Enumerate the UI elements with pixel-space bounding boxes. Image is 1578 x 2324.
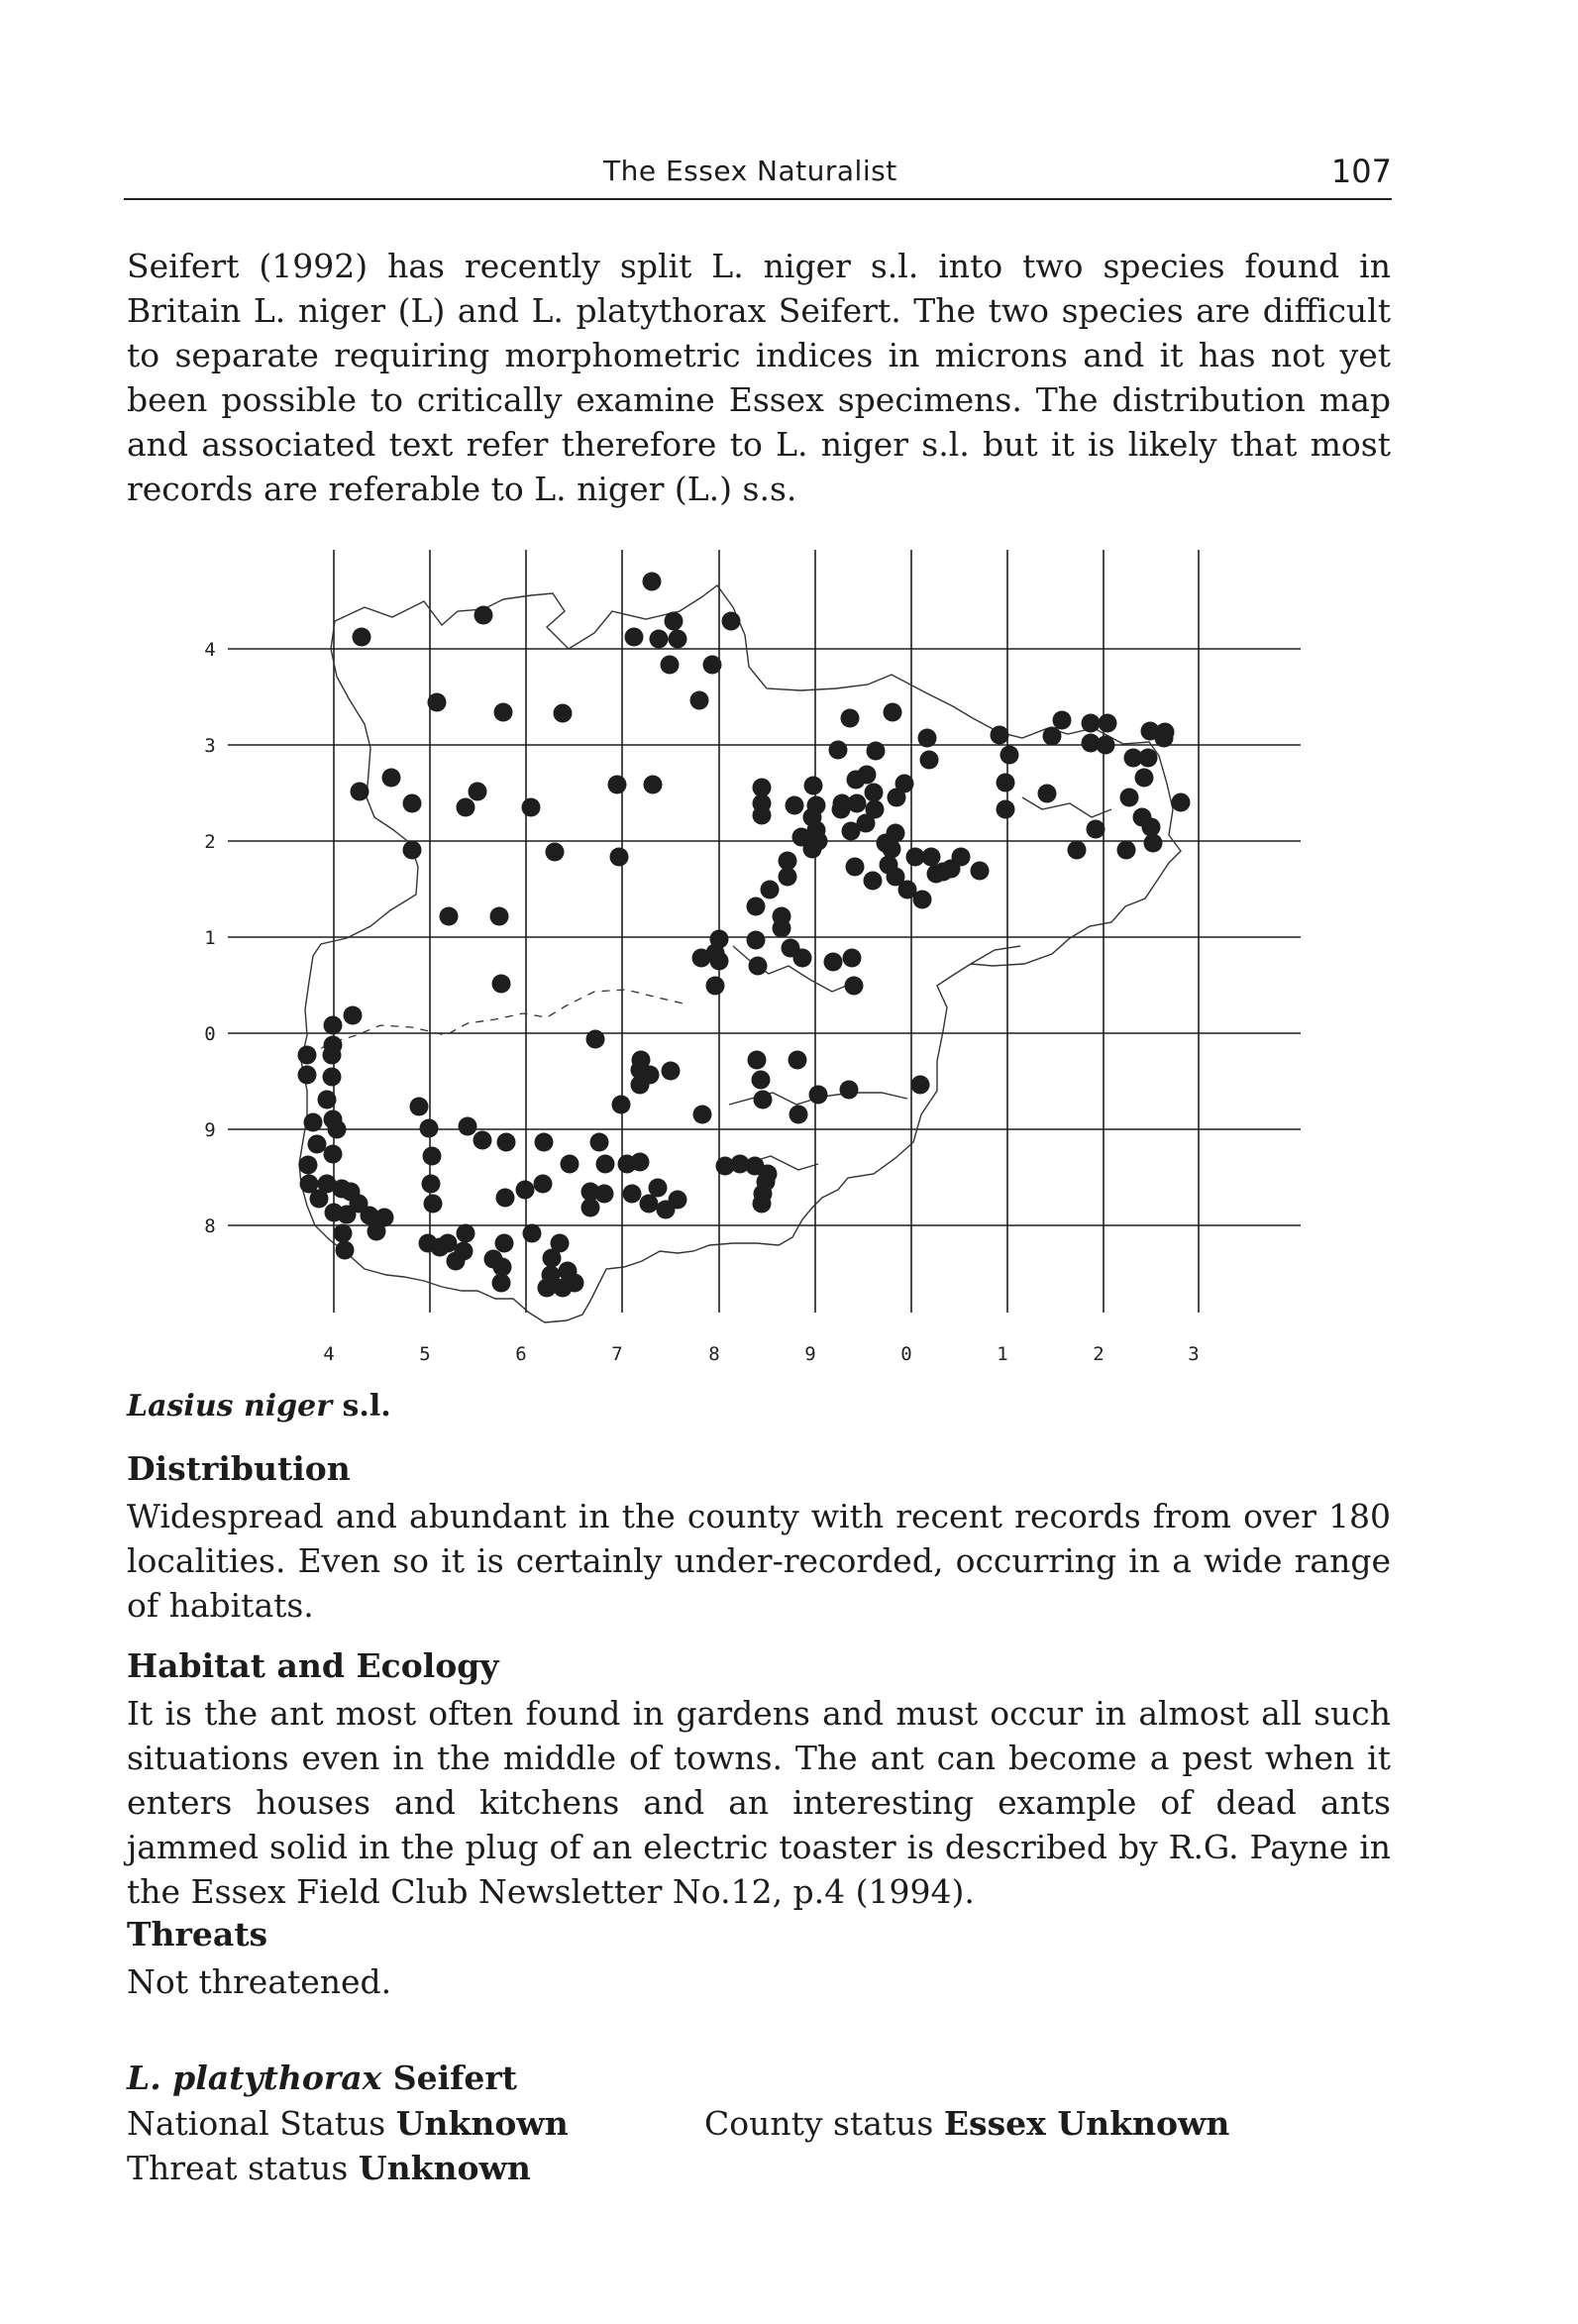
record-dot bbox=[495, 1234, 514, 1253]
record-dot bbox=[913, 891, 932, 909]
record-dot bbox=[469, 783, 487, 801]
record-dot bbox=[793, 949, 812, 968]
record-dot bbox=[1099, 714, 1117, 733]
record-dot bbox=[554, 704, 573, 723]
record-dot bbox=[1135, 769, 1154, 788]
intro-paragraph: Seifert (1992) has recently split L. niger s.l. into two species found in Britain L. niger (L) and L. platythorax Seifert. The two species are difficult to separate requiring morphometric indices in microns and it has not yet been possible to critically examine Essex specimens. The distribution map and associated text refer therefore to L. niger s.l. but it is likely that most records are referable to L. niger (L.) s.s. bbox=[127, 247, 1391, 508]
record-dot bbox=[789, 1106, 808, 1124]
record-dot bbox=[640, 1195, 659, 1214]
map-x-label: 9 bbox=[804, 1343, 816, 1365]
record-dot bbox=[920, 751, 939, 770]
habitat-text: It is the ant most often found in gardens and must occur in almost all such situations even in the middle of towns. The ant can become a pest when it enters houses and kitchens and an interesting example of dead ants jammed solid in the plug of an electric toaster is described by R.G. Payne in the Essex Field Club Newsletter No.12, p.4 (1994). bbox=[127, 1694, 1391, 1911]
distribution-text: Widespread and abundant in the county with recent records from over 180 localities. Even so it is certainly under-recorded, occurring in a wide range of habitats. bbox=[127, 1497, 1391, 1625]
record-dot bbox=[911, 1076, 930, 1095]
map-y-label: 4 bbox=[204, 639, 216, 661]
record-dot bbox=[516, 1181, 535, 1200]
map-y-label: 2 bbox=[204, 831, 216, 853]
record-dot bbox=[773, 907, 791, 926]
record-dot bbox=[457, 798, 475, 817]
record-dot bbox=[1097, 736, 1115, 755]
record-dot bbox=[561, 1155, 579, 1174]
record-dot bbox=[298, 1066, 317, 1085]
record-dot bbox=[669, 630, 687, 649]
record-dot bbox=[324, 1036, 343, 1055]
record-dot bbox=[338, 1206, 357, 1224]
record-dot bbox=[484, 1250, 503, 1269]
record-dot bbox=[1142, 818, 1161, 837]
record-dot bbox=[752, 1071, 771, 1090]
record-dot bbox=[631, 1076, 650, 1095]
map-y-label: 0 bbox=[204, 1023, 216, 1045]
map-y-label: 8 bbox=[204, 1215, 216, 1237]
record-dot bbox=[581, 1199, 600, 1217]
map-x-label: 5 bbox=[419, 1343, 431, 1365]
record-dot bbox=[631, 1153, 650, 1172]
caption-species: Lasius niger bbox=[127, 1389, 333, 1424]
record-dot bbox=[403, 794, 422, 813]
map-x-label: 4 bbox=[323, 1343, 335, 1365]
record-dot bbox=[344, 1006, 363, 1025]
record-dot bbox=[353, 628, 371, 647]
record-dot bbox=[596, 1155, 615, 1174]
record-dot bbox=[595, 1185, 614, 1204]
record-dot bbox=[693, 1106, 712, 1124]
county-status-label: County status bbox=[704, 2104, 934, 2143]
national-status-value: Unknown bbox=[395, 2104, 569, 2143]
record-dot bbox=[368, 1222, 386, 1241]
record-dot bbox=[649, 1179, 668, 1198]
record-dot bbox=[1156, 723, 1175, 742]
record-dot bbox=[840, 1081, 859, 1100]
record-dot bbox=[459, 1117, 477, 1136]
record-dot bbox=[494, 703, 513, 722]
record-dot bbox=[883, 840, 901, 859]
record-dot bbox=[747, 931, 766, 950]
record-dot bbox=[334, 1224, 353, 1243]
record-dot bbox=[523, 1224, 542, 1243]
record-dot bbox=[971, 862, 990, 881]
threat-status bbox=[127, 2149, 531, 2187]
record-dot bbox=[612, 1096, 631, 1114]
caption-qualifier: s.l. bbox=[342, 1389, 391, 1424]
record-dot bbox=[535, 1133, 554, 1152]
record-dot bbox=[665, 612, 684, 631]
record-dot bbox=[841, 709, 860, 728]
species-name: L. platythorax bbox=[127, 2059, 382, 2097]
record-dot bbox=[1068, 841, 1087, 860]
record-dot bbox=[857, 814, 876, 833]
distribution-heading: Distribution bbox=[127, 1449, 351, 1488]
habitat-heading: Habitat and Ecology bbox=[127, 1646, 499, 1685]
county-status bbox=[704, 2104, 1229, 2143]
national-status bbox=[127, 2104, 569, 2143]
record-dot bbox=[804, 777, 823, 795]
map-y-label: 9 bbox=[204, 1119, 216, 1141]
record-dot bbox=[748, 1051, 767, 1070]
record-dot bbox=[423, 1147, 442, 1166]
record-dot bbox=[590, 1133, 609, 1152]
record-dot bbox=[991, 726, 1009, 745]
map-caption bbox=[127, 1389, 391, 1424]
record-dot bbox=[623, 1185, 642, 1204]
national-status-label: National Status bbox=[127, 2104, 386, 2143]
distribution-map-svg bbox=[198, 550, 1317, 1372]
record-dot bbox=[608, 776, 627, 794]
map-x-label: 6 bbox=[515, 1343, 527, 1365]
record-dot bbox=[865, 784, 884, 802]
record-dot bbox=[566, 1274, 584, 1293]
record-dot bbox=[382, 769, 401, 788]
record-dot bbox=[318, 1091, 337, 1109]
record-dot bbox=[934, 863, 953, 882]
threat-status-label: Threat status bbox=[127, 2149, 349, 2187]
record-dot bbox=[779, 868, 797, 887]
record-dot bbox=[420, 1119, 439, 1138]
record-dot bbox=[789, 1051, 807, 1070]
record-dot bbox=[722, 612, 741, 631]
record-dot bbox=[761, 881, 780, 899]
map-x-label: 0 bbox=[900, 1343, 912, 1365]
map-x-label: 2 bbox=[1093, 1343, 1105, 1365]
threats-text: Not threatened. bbox=[127, 1962, 392, 2001]
record-dot bbox=[522, 798, 541, 817]
record-dot bbox=[492, 975, 511, 994]
record-dot bbox=[422, 1175, 441, 1194]
record-dot bbox=[809, 832, 828, 851]
map-x-label: 1 bbox=[997, 1343, 1008, 1365]
record-dot bbox=[1144, 834, 1163, 853]
record-dot bbox=[473, 1131, 492, 1150]
record-dot bbox=[706, 977, 725, 996]
record-dot bbox=[1172, 793, 1191, 812]
record-dot bbox=[888, 789, 906, 807]
record-dot bbox=[884, 703, 902, 722]
record-dot bbox=[304, 1113, 323, 1132]
record-dot bbox=[918, 729, 937, 748]
distribution-map bbox=[198, 550, 1317, 1372]
record-dot bbox=[1082, 714, 1101, 733]
county-status-value: Essex Unknown bbox=[943, 2104, 1230, 2143]
record-dot bbox=[643, 573, 662, 591]
record-dot bbox=[457, 1224, 475, 1243]
record-dot bbox=[644, 776, 663, 794]
record-dot bbox=[497, 1133, 516, 1152]
page-number: 107 bbox=[1330, 153, 1392, 190]
record-dot bbox=[747, 898, 766, 916]
record-dot bbox=[625, 628, 644, 647]
record-dot bbox=[490, 907, 509, 926]
record-dot bbox=[428, 693, 447, 712]
record-dot bbox=[324, 1145, 343, 1164]
record-dot bbox=[864, 872, 883, 891]
record-dot bbox=[410, 1098, 429, 1116]
record-dot bbox=[424, 1195, 443, 1214]
threat-status-value: Unknown bbox=[358, 2149, 531, 2187]
record-dot bbox=[440, 907, 459, 926]
record-dot bbox=[703, 656, 722, 675]
record-dot bbox=[455, 1242, 473, 1261]
record-dot bbox=[997, 774, 1015, 792]
map-y-label: 3 bbox=[204, 735, 216, 757]
record-dot bbox=[832, 800, 851, 819]
species-author: Seifert bbox=[392, 2059, 517, 2097]
record-dot bbox=[803, 808, 822, 827]
record-dot bbox=[753, 806, 772, 825]
record-dot bbox=[757, 1173, 776, 1192]
record-dot bbox=[542, 1266, 561, 1285]
record-dot bbox=[952, 848, 971, 867]
page-header bbox=[124, 151, 1392, 200]
record-dot bbox=[749, 957, 768, 976]
record-dot bbox=[846, 858, 865, 877]
record-dot bbox=[792, 828, 811, 847]
record-dot bbox=[1139, 749, 1158, 768]
record-dot bbox=[650, 630, 669, 649]
record-dot bbox=[662, 1062, 681, 1081]
record-dot bbox=[845, 977, 864, 996]
record-dot bbox=[610, 848, 629, 867]
record-dot bbox=[661, 656, 680, 675]
map-x-label: 3 bbox=[1188, 1343, 1200, 1365]
record-dot bbox=[1053, 711, 1072, 730]
record-dot bbox=[843, 949, 862, 968]
record-dot bbox=[534, 1175, 553, 1194]
map-y-label: 1 bbox=[204, 927, 216, 949]
record-dot bbox=[754, 1091, 773, 1109]
record-dot bbox=[543, 1249, 562, 1268]
record-dot bbox=[403, 841, 422, 860]
record-dot bbox=[298, 1046, 317, 1065]
threats-heading: Threats bbox=[127, 1915, 268, 1954]
record-dot bbox=[328, 1120, 347, 1139]
record-dot bbox=[1087, 820, 1105, 839]
record-dot bbox=[1000, 746, 1019, 765]
record-dot bbox=[809, 1086, 828, 1105]
record-dot bbox=[336, 1241, 355, 1260]
record-dot bbox=[829, 741, 848, 760]
record-dot bbox=[474, 606, 493, 625]
record-dot bbox=[308, 1135, 327, 1154]
record-dot bbox=[546, 843, 565, 862]
record-dot bbox=[858, 766, 877, 785]
record-dot bbox=[586, 1030, 605, 1049]
map-x-label: 7 bbox=[611, 1343, 623, 1365]
record-dot bbox=[922, 848, 941, 867]
record-dot bbox=[492, 1274, 511, 1293]
record-dot bbox=[690, 691, 709, 710]
boundary-dashed bbox=[309, 990, 684, 1057]
running-title: The Essex Naturalist bbox=[603, 155, 897, 187]
record-dot bbox=[496, 1189, 515, 1208]
record-dot bbox=[692, 949, 711, 968]
record-dot bbox=[299, 1156, 318, 1175]
record-dot bbox=[867, 742, 886, 761]
record-dot bbox=[997, 800, 1015, 819]
record-dot bbox=[1120, 789, 1139, 807]
record-dot bbox=[351, 783, 369, 801]
record-dot bbox=[786, 796, 804, 815]
record-dot bbox=[323, 1068, 342, 1087]
record-dot bbox=[669, 1191, 687, 1210]
record-dot bbox=[632, 1051, 651, 1070]
record-dot bbox=[324, 1016, 343, 1035]
record-dot bbox=[1043, 727, 1062, 746]
map-x-label: 8 bbox=[708, 1343, 720, 1365]
record-dot bbox=[1117, 841, 1136, 860]
species-title bbox=[127, 2059, 517, 2097]
record-dot bbox=[824, 953, 843, 972]
record-dot bbox=[1038, 785, 1057, 803]
